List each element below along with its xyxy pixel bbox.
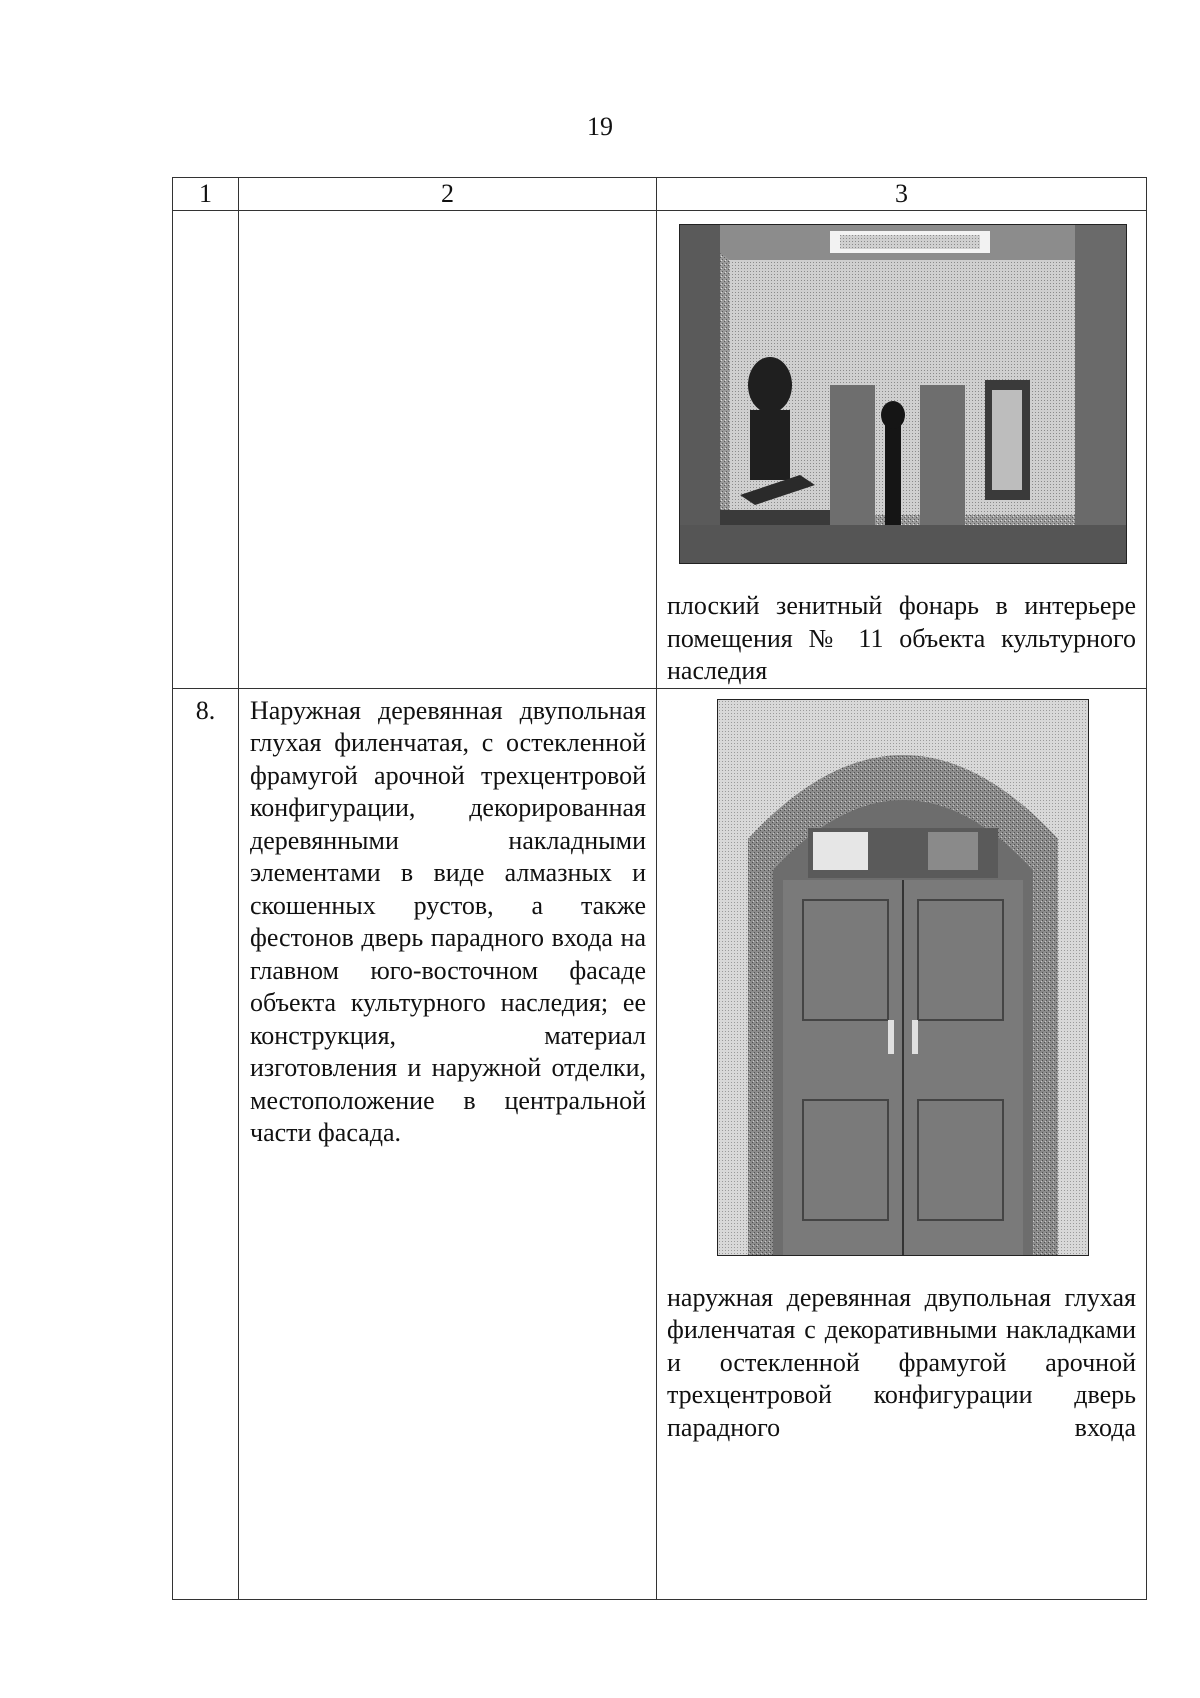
row-number-cell: 8. bbox=[173, 688, 239, 1600]
table-header-row bbox=[173, 178, 1147, 211]
photo-cell bbox=[657, 211, 1147, 689]
entrance-door-photo bbox=[717, 699, 1089, 1256]
row-number-cell bbox=[173, 211, 239, 689]
photo-caption: наружная деревянная двупольная глухая филенчатая с декоративными накладками и остекленной фрамугой арочной трехцентровой конфигурации дверь парадного входа bbox=[667, 1282, 1136, 1442]
photo-caption: плоский зенитный фонарь в интерьере помещения № 11 объекта культурного наследия bbox=[667, 591, 1136, 685]
column-header-1: 1 bbox=[173, 178, 239, 211]
skylight-interior-photo bbox=[679, 224, 1127, 564]
heritage-elements-table bbox=[172, 177, 1147, 1600]
column-header-3: 3 bbox=[657, 178, 1147, 211]
row-description-cell: Наружная деревянная двупольная глухая филенчатая, с остекленной фрамугой арочной трехцентровой конфигурации, декорированная деревянными накладными элементами в виде алмазных и скошенных рустов, а также фестонов дверь парадного входа на главном юго-восточном фасаде объекта культурного наследия; ее конструкция, материал изготовления и наружной отделки, местоположение в центральной части фасада. bbox=[239, 688, 657, 1600]
row-description-cell bbox=[239, 211, 657, 689]
photo-cell bbox=[657, 688, 1147, 1600]
page-number: 19 bbox=[587, 112, 613, 141]
table-row-8 bbox=[173, 688, 1147, 1600]
column-header-2: 2 bbox=[239, 178, 657, 211]
table-row-continued bbox=[173, 211, 1147, 689]
